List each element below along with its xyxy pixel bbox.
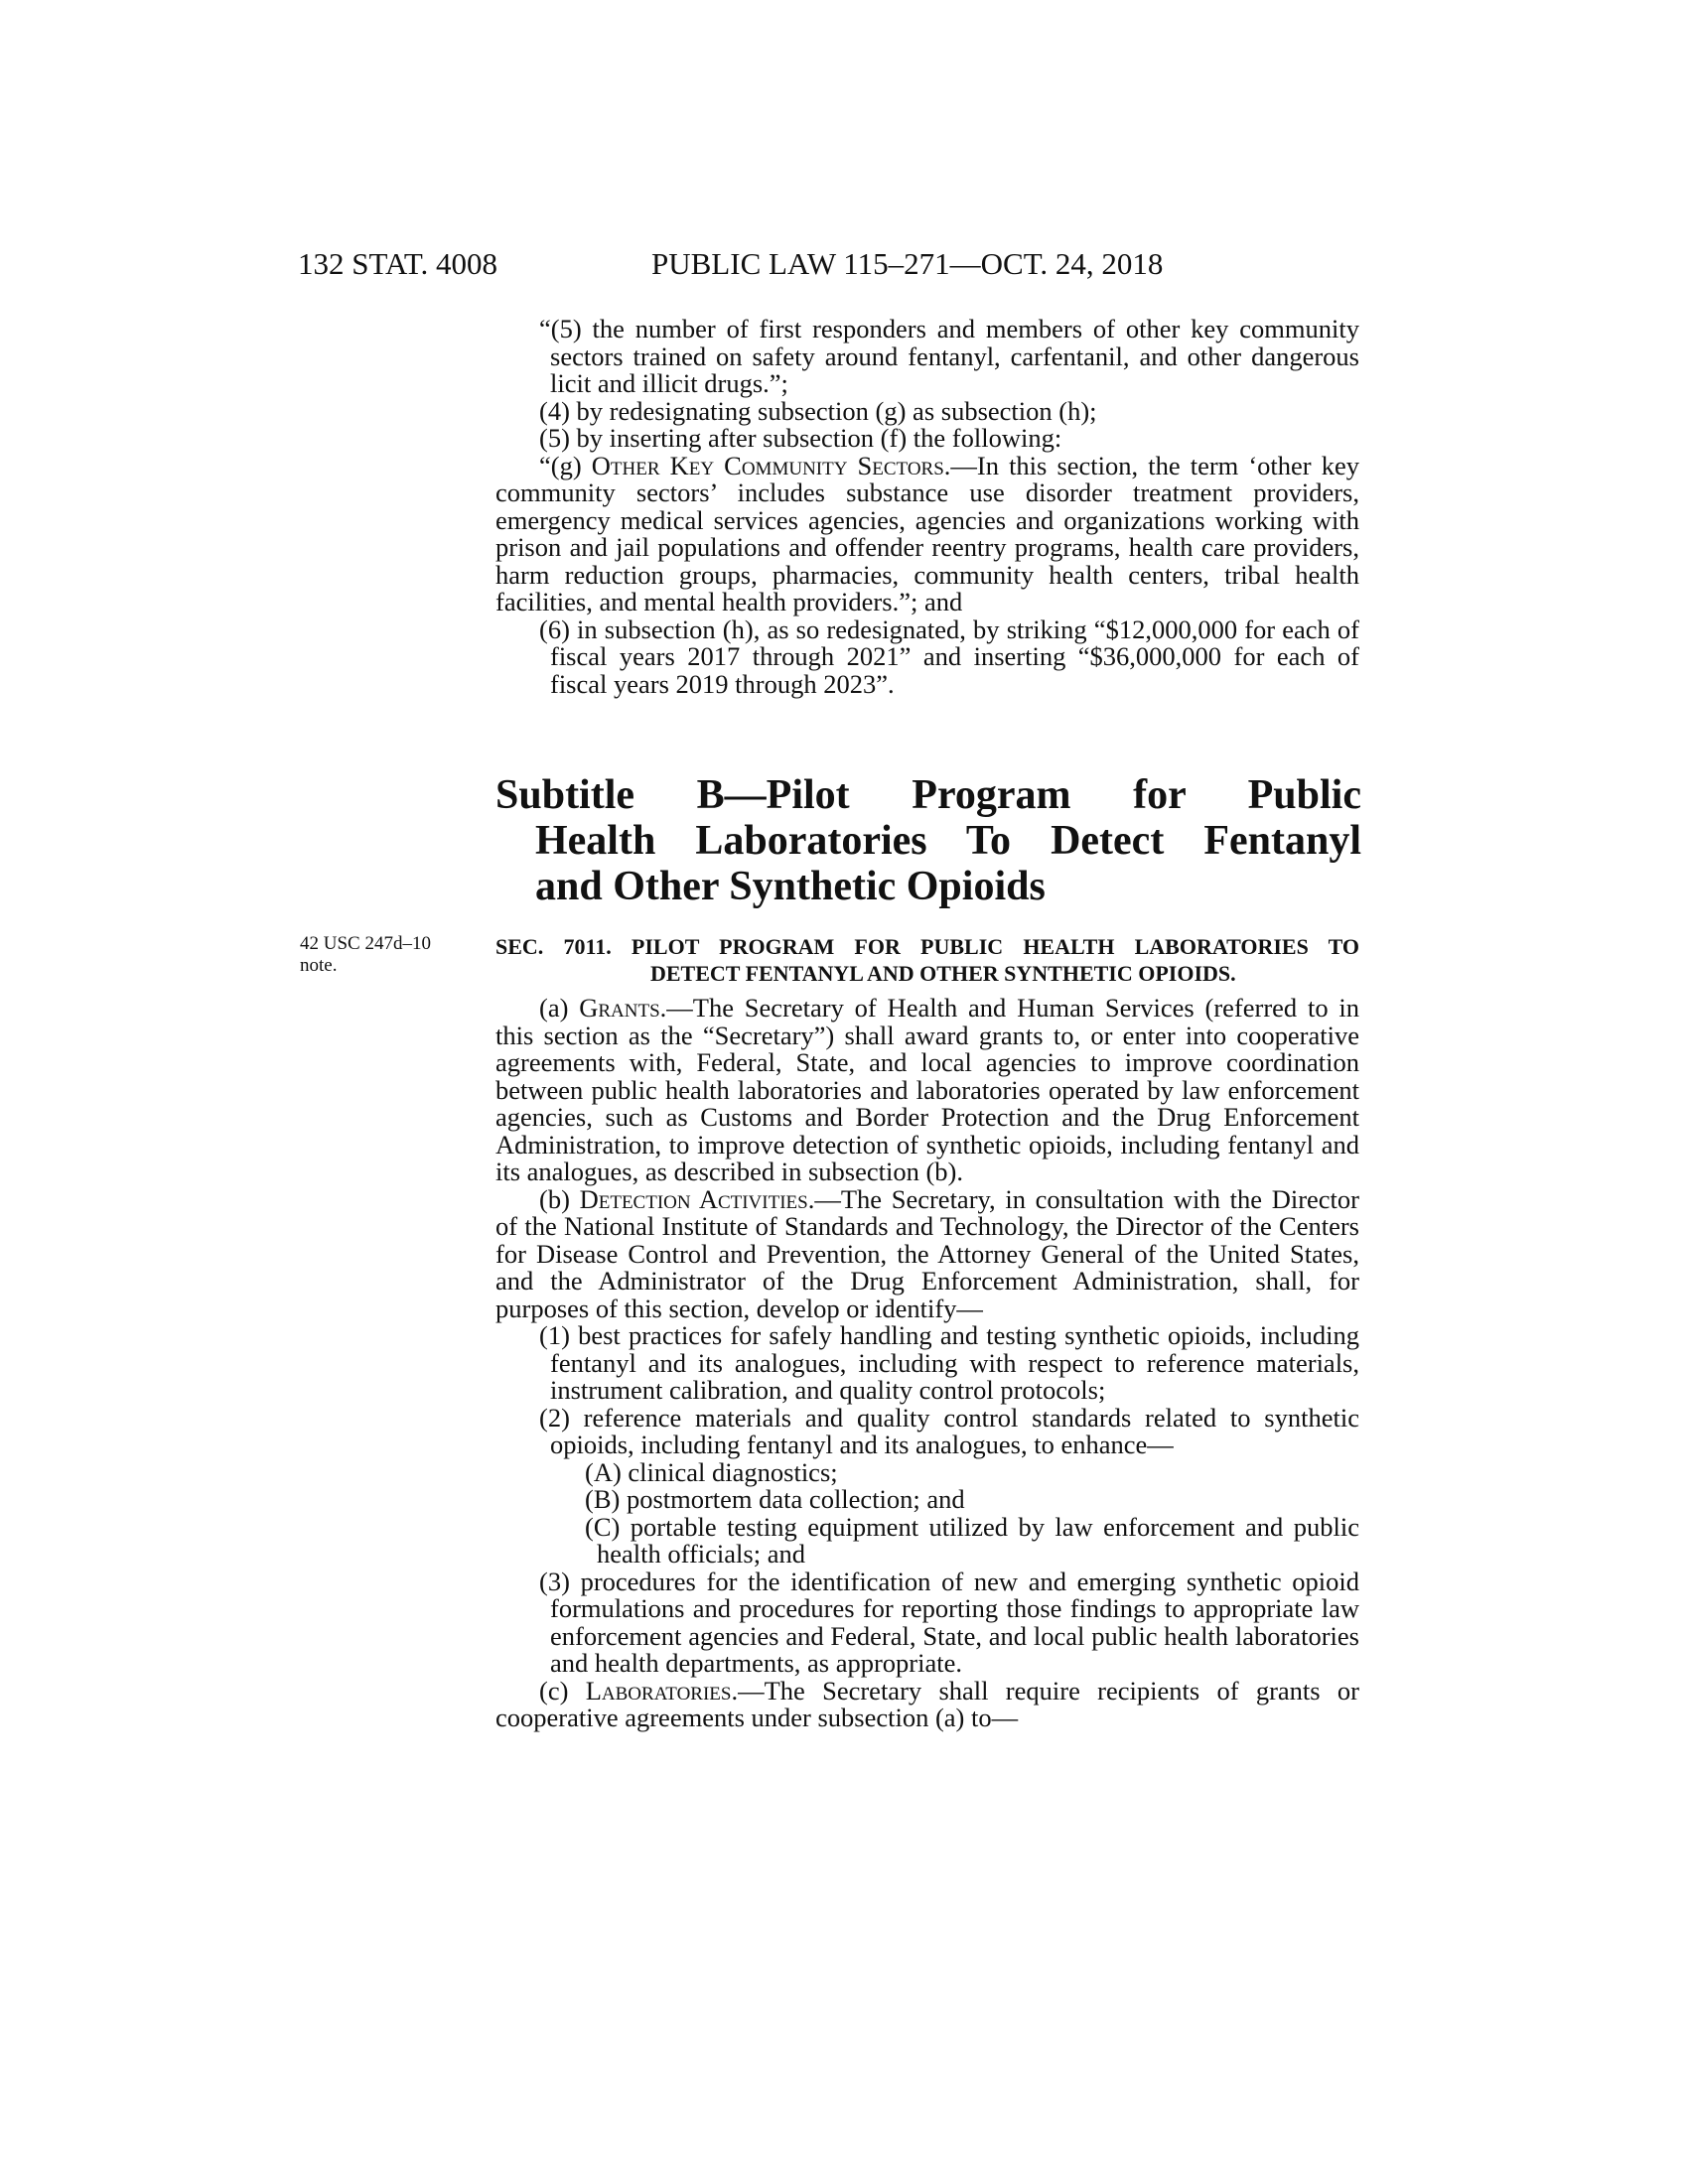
- subsection-c-prefix: (c): [539, 1675, 586, 1706]
- margin-note-line-1: 42 USC 247d–10: [300, 933, 431, 954]
- margin-note-line-2: note.: [300, 955, 338, 976]
- amendment-item-6: (6) in subsection (h), as so redesignated, by striking “$12,000,000 for each of fiscal years 2017 through 2021” and inserting “$36,000,000 for each of fiscal years 2019 through 2023”.: [539, 614, 1359, 699]
- subparagraph-b2C: (C) portable testing equipment utilized by law enforcement and public health officials; and: [585, 1511, 1359, 1569]
- subsection-c-heading: Laboratories: [585, 1675, 732, 1706]
- subsection-a-heading: Grants: [579, 993, 660, 1023]
- subsection-g: [495, 450, 1359, 616]
- subtitle-heading: [495, 772, 1361, 909]
- subsection-a: [495, 995, 1359, 1186]
- section-heading-line-2: DETECT FENTANYL AND OTHER SYNTHETIC OPIOIDS.: [650, 961, 1236, 986]
- subsection-b-heading: Detection Activities: [579, 1183, 808, 1214]
- stat-page-reference: 132 STAT. 4008: [298, 246, 498, 281]
- subsection-c: [495, 1675, 1359, 1732]
- section-heading-line-1: SEC. 7011. PILOT PROGRAM FOR PUBLIC HEALTH LABORATORIES TO: [495, 934, 1359, 959]
- amendment-text: [495, 316, 1359, 698]
- subtitle-line-3: and Other Synthetic Opioids: [535, 864, 1046, 909]
- subparagraph-b2B: (B) postmortem data collection; and: [585, 1484, 965, 1514]
- subtitle-line-1: Subtitle B—Pilot Program for Public: [495, 772, 1361, 818]
- subtitle-line-2: Health Laboratories To Detect Fentanyl: [535, 818, 1361, 864]
- amendment-item-5: (5) by inserting after subsection (f) the following:: [539, 423, 1062, 453]
- subparagraph-b2A: (A) clinical diagnostics;: [585, 1456, 838, 1487]
- subsection-g-prefix: “(g): [539, 450, 592, 480]
- paragraph-b1: (1) best practices for safely handling and testing synthetic opioids, including fentanyl and its analogues, including with respect to reference materials, instrument calibration, and quality control protocols;: [539, 1320, 1359, 1405]
- subsection-g-heading: Other Key Community Sectors: [591, 450, 944, 480]
- paragraph-b3: (3) procedures for the identification of new and emerging synthetic opioid formulations and procedures for reporting those findings to appropriate law enforcement agencies and Federal, State, and local public health laboratories and health departments, as appropriate.: [539, 1566, 1359, 1678]
- subsection-b-prefix: (b): [539, 1183, 580, 1214]
- paragraph-b2: (2) reference materials and quality control standards related to synthetic opioids, including fentanyl and its analogues, to enhance—: [539, 1402, 1359, 1459]
- public-law-title: PUBLIC LAW 115–271—OCT. 24, 2018: [651, 246, 1164, 281]
- quoted-paragraph-5: “(5) the number of first responders and members of other key community sectors trained on safety around fentanyl, carfentanil, and other dangerous licit and illicit drugs.”;: [539, 314, 1359, 398]
- amendment-item-4: (4) by redesignating subsection (g) as subsection (h);: [539, 395, 1097, 426]
- section-heading: [495, 933, 1359, 987]
- subsection-g-body: .—In this section, the term ‘other key community sectors’ includes substance use disorder treatment providers, emergency medical services agencies, agencies and organizations working with prison and jail populations and offender reentry programs, health care providers, harm reduction groups, pharmacies, community health centers, tribal health facilities, and mental health providers.”; and: [495, 450, 1359, 616]
- subsection-c-body: .—The Secretary shall require recipients of grants or cooperative agreements under subsection (a) to—: [495, 1675, 1359, 1732]
- subsection-b: [495, 1183, 1359, 1323]
- subsection-a-prefix: (a): [539, 993, 580, 1023]
- section-body: [495, 995, 1359, 1732]
- subsection-b-body: .—The Secretary, in consultation with the Director of the National Institute of Standards and Technology, the Director of the Centers for Disease Control and Prevention, the Attorney General of the United States, and the Administrator of the Drug Enforcement Administration, shall, for purposes of this section, develop or identify—: [495, 1183, 1359, 1323]
- subsection-a-body: .—The Secretary of Health and Human Services (referred to in this section as the “Secretary”) shall award grants to, or enter into cooperative agreements with, Federal, State, and local agencies to improve coordination between public health laboratories and laboratories operated by law enforcement agencies, such as Customs and Border Protection and the Drug Enforcement Administration, to improve detection of synthetic opioids, including fentanyl and its analogues, as described in subsection (b).: [495, 993, 1359, 1186]
- margin-note: [300, 933, 431, 977]
